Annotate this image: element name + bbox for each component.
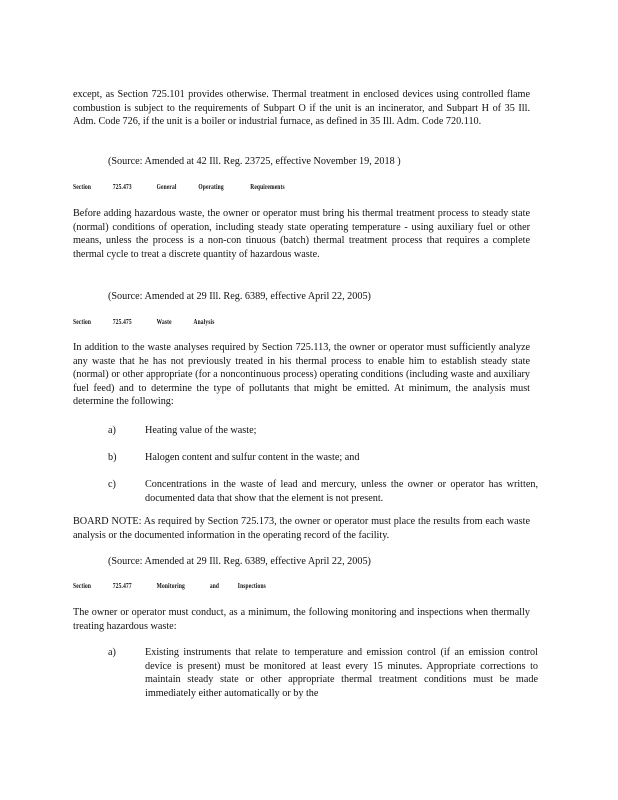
section-725-475-paragraph: In addition to the waste analyses required by Section 725.113, the owner or operator must sufficiently analyze any waste that he has not previously treated in his thermal process to enable him to establish steady state (normal) or other appropriate (for a noncontinuous process) operating conditions (including waste and auxiliary fuel feed) and to determine the type of pollutants that might be emitted. At minimum, the analysis must determine the following: xyxy=(73,342,530,408)
section-725-473-paragraph: Before adding hazardous waste, the owner or operator must bring his thermal treatment process to steady state (normal) conditions of operation, including steady state operating temperature - using auxiliary fuel or other means, unless the process is a non-con tinuous (batch) thermal treatment process that requires a complete thermal cycle to treat a discrete quantity of hazardous waste. xyxy=(73,208,530,260)
list-item-label: c) xyxy=(108,479,116,490)
list-item-label: a) xyxy=(108,425,116,436)
section-title-word: Monitoring xyxy=(156,582,185,590)
list-item-label: b) xyxy=(108,452,117,463)
section-word: Section xyxy=(73,582,92,590)
section-title-word: Operating xyxy=(198,183,224,191)
section-title-word: Requirements xyxy=(250,183,285,191)
section-word: Section xyxy=(73,318,92,326)
list-item-label: a) xyxy=(108,647,116,658)
section-725-473-heading xyxy=(73,183,285,191)
section-title-word: Inspections xyxy=(237,582,266,590)
source-note-2: (Source: Amended at 29 Ill. Reg. 6389, effective April 22, 2005) xyxy=(108,291,371,302)
section-725-477-paragraph: The owner or operator must conduct, as a minimum, the following monitoring and inspections when thermally treating hazardous waste: xyxy=(73,607,530,632)
list-item-text: Concentrations in the waste of lead and mercury, unless the owner or operator has written, documented data that show that the element is not present. xyxy=(145,479,538,504)
source-note-3: (Source: Amended at 29 Ill. Reg. 6389, effective April 22, 2005) xyxy=(108,556,371,567)
section-title-word: and xyxy=(209,582,220,590)
section-word: Section xyxy=(73,183,92,191)
section-title-word: General xyxy=(156,183,177,191)
list-item-text: Existing instruments that relate to temperature and emission control (if an emission control device is present) must be monitored at least every 15 minutes. Appropriate corrections to maintain steady state or other appropriate thermal treatment conditions must be made immediately either automatically or by the xyxy=(145,647,538,699)
list-item-text: Heating value of the waste; xyxy=(145,425,257,436)
intro-paragraph: except, as Section 725.101 provides otherwise. Thermal treatment in enclosed devices using controlled flame combustion is subject to the requirements of Subpart O if the unit is an incinerator, and Subpart H of 35 Ill. Adm. Code 726, if the unit is a boiler or industrial furnace, as defined in 35 Ill. Adm. Code 720.110. xyxy=(73,89,530,128)
board-note: BOARD NOTE: As required by Section 725.173, the owner or operator must place the results from each waste analysis or the documented information in the operating record of the facility. xyxy=(73,516,530,541)
section-number: 725.473 xyxy=(112,183,132,191)
section-title-word: Waste xyxy=(156,318,172,326)
list-item-text: Halogen content and sulfur content in the waste; and xyxy=(145,452,360,463)
section-number: 725.475 xyxy=(112,318,132,326)
section-number: 725.477 xyxy=(112,582,132,590)
section-725-477-heading xyxy=(73,582,266,590)
section-title-word: Analysis xyxy=(193,318,215,326)
section-725-475-heading xyxy=(73,318,214,326)
source-note-1: (Source: Amended at 42 Ill. Reg. 23725, effective November 19, 2018 ) xyxy=(108,156,401,167)
